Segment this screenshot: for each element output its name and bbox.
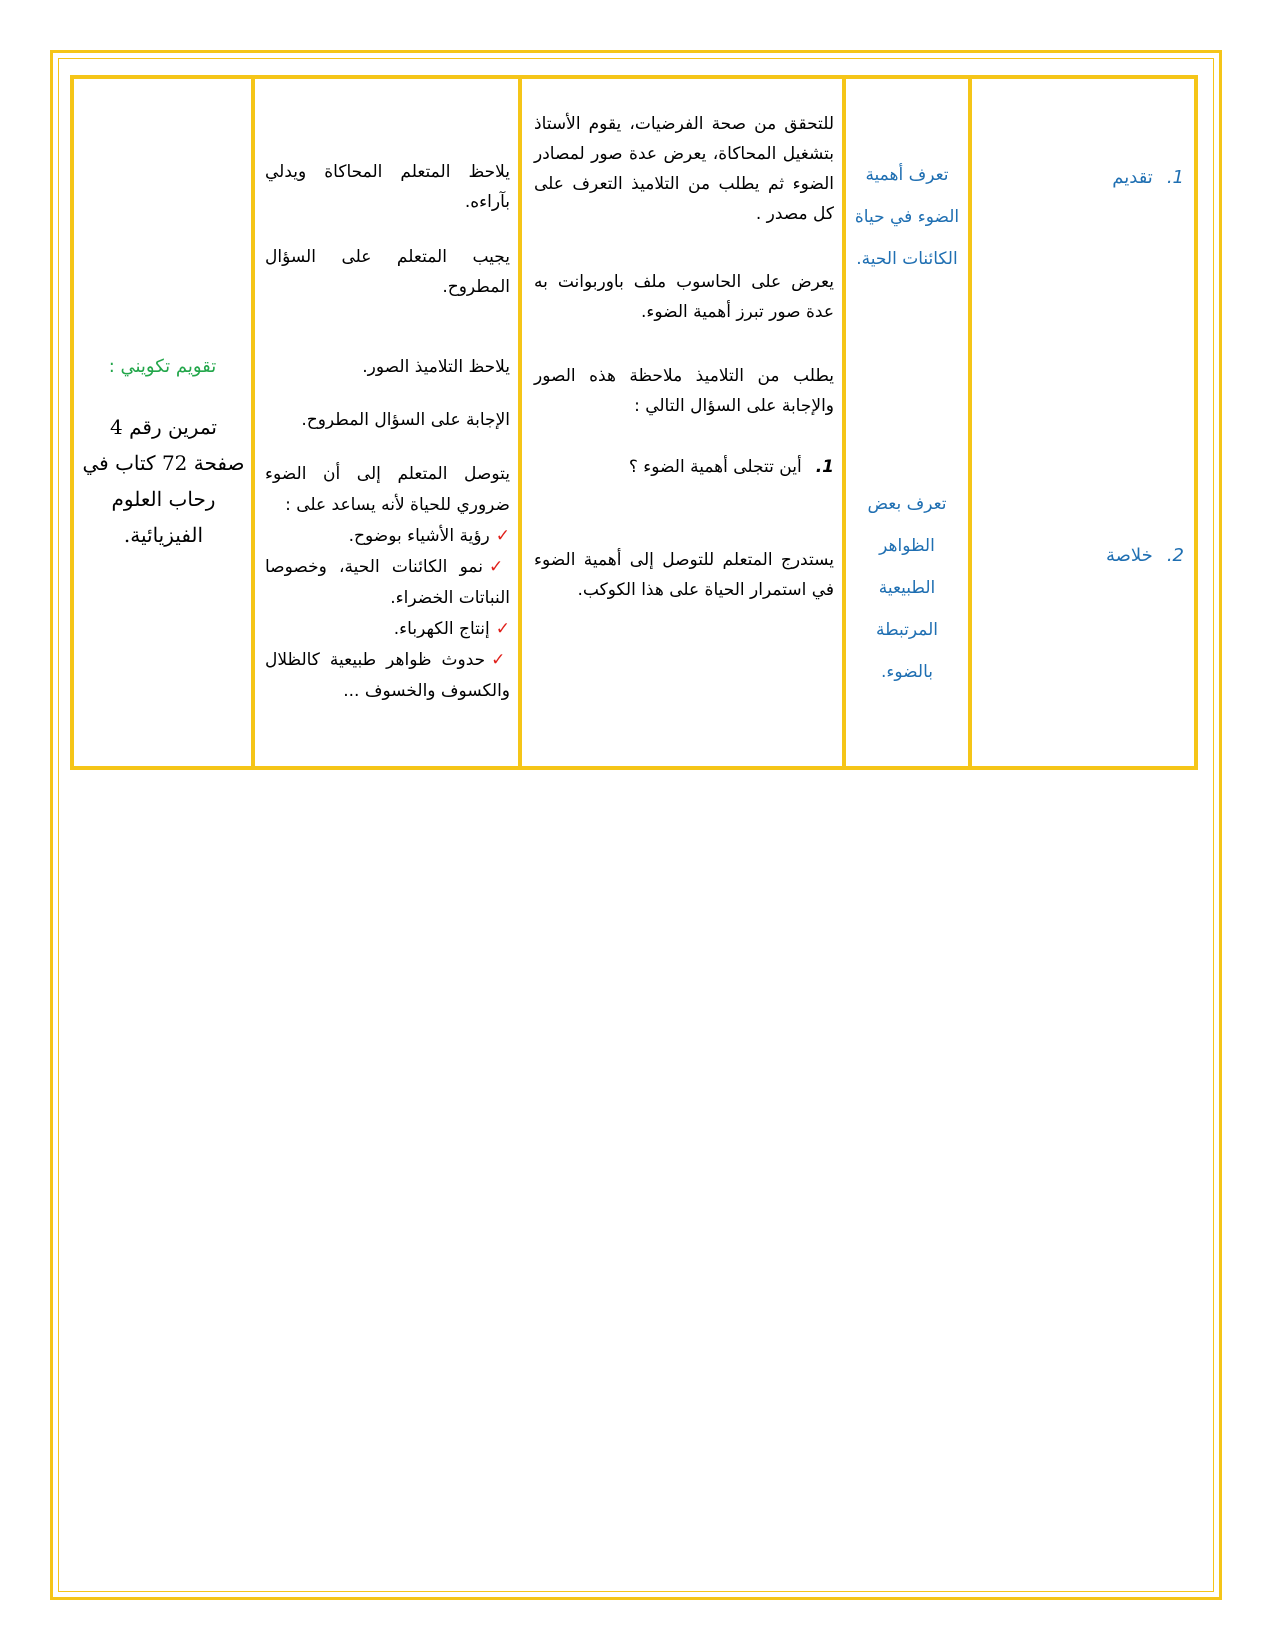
learner-paragraph-5: يتوصل المتعلم إلى أن الضوء ضروري للحياة لأنه يساعد على :	[265, 464, 510, 515]
learner-activities-column	[255, 79, 518, 766]
teacher-paragraph-1: للتحقق من صحة الفرضيات، يقوم الأستاذ بتشغيل المحاكاة، يعرض عدة صور لمصادر الضوء ثم يطلب من التلاميذ التعرف على كل مصدر .	[534, 114, 834, 224]
question-text: أين تتجلى أهمية الضوء ؟	[628, 457, 802, 477]
goal-1: تعرف أهمية الضوء في حياة الكائنات الحية.	[854, 165, 960, 269]
teacher-paragraph-2: يعرض على الحاسوب ملف باوربوانت به عدة صور تبرز أهمية الضوء.	[534, 272, 834, 322]
check-icon: ✓	[495, 526, 510, 546]
list-item: ✓حدوث ظواهر طبيعية كالظلال والكسوف والخسوف ...	[265, 650, 510, 701]
stage-2	[1106, 545, 1184, 566]
learner-paragraph-2: يجيب المتعلم على السؤال المطروح.	[265, 247, 510, 297]
check-icon: ✓	[488, 557, 510, 577]
learner-paragraph-1: يلاحظ المتعلم المحاكاة ويدلي بآراءه.	[265, 162, 510, 212]
stage-column	[972, 79, 1194, 766]
learner-paragraph-3: يلاحظ التلاميذ الصور.	[362, 357, 510, 377]
check-icon: ✓	[495, 619, 510, 639]
stage-label: تقديم	[1112, 167, 1153, 188]
stage-label: خلاصة	[1106, 545, 1153, 566]
teacher-paragraph-4: يستدرج المتعلم للتوصل إلى أهمية الضوء في استمرار الحياة على هذا الكوكب.	[534, 550, 834, 600]
goals-column	[846, 79, 968, 766]
learner-paragraph-4: الإجابة على السؤال المطروح.	[301, 410, 510, 430]
learner-conclusion	[265, 459, 510, 707]
question-number: 1.	[815, 457, 834, 477]
check-icon: ✓	[491, 650, 510, 670]
list-item: ✓نمو الكائنات الحية، وخصوصا النباتات الخضراء.	[265, 557, 510, 608]
list-item: ✓إنتاج الكهرباء.	[393, 619, 510, 639]
stage-1	[1112, 167, 1184, 188]
evaluation-column	[74, 79, 251, 766]
evaluation-body: تمرين رقم 4 صفحة 72 كتاب في رحاب العلوم الفيزيائية.	[82, 415, 245, 547]
lesson-table	[70, 75, 1198, 770]
goal-2: تعرف بعض الظواهر الطبيعية المرتبطة بالضوء.	[867, 494, 947, 682]
teacher-paragraph-3: يطلب من التلاميذ ملاحظة هذه الصور والإجابة على السؤال التالي :	[534, 366, 834, 416]
teacher-question	[629, 457, 834, 477]
list-item: ✓رؤية الأشياء بوضوح.	[348, 526, 510, 546]
stage-number: 1.	[1166, 167, 1184, 188]
teacher-activities-column	[522, 79, 842, 766]
evaluation-title: تقويم تكويني :	[108, 356, 217, 377]
stage-number: 2.	[1166, 545, 1184, 566]
